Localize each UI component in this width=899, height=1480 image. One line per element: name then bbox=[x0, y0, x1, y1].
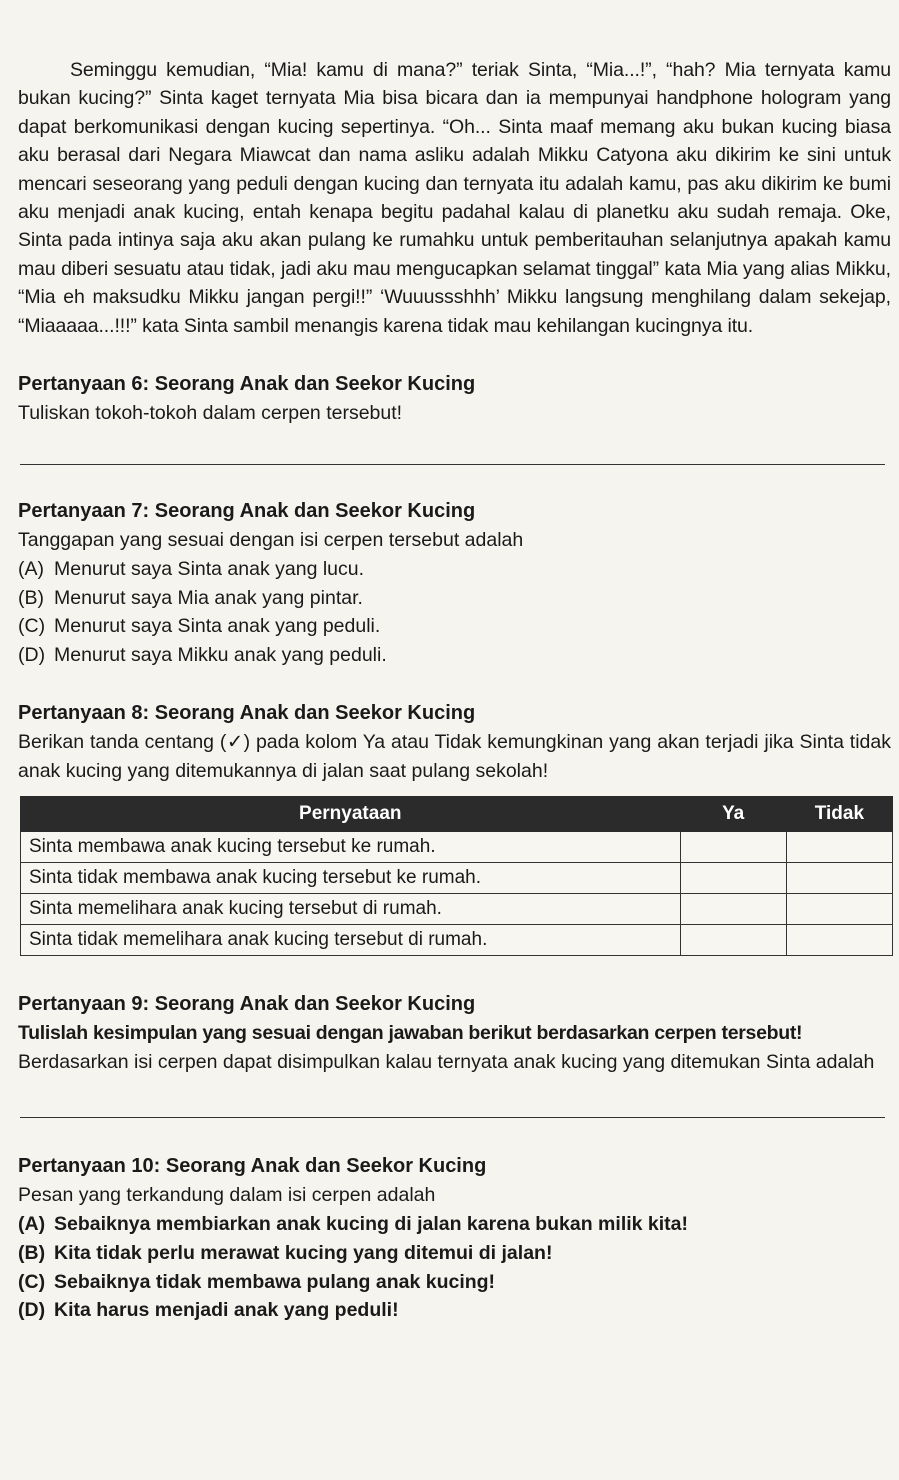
question-7-text: Tanggapan yang sesuai dengan isi cerpen tersebut adalah bbox=[18, 529, 524, 552]
question-9-instruction: Tulislah kesimpulan yang sesuai dengan jawaban berikut berdasarkan cerpen tersebut! bbox=[18, 1022, 803, 1045]
header-pernyataan: Pernyataan bbox=[21, 797, 681, 832]
option-c[interactable]: (C) Sebaiknya tidak membawa pulang anak kucing! bbox=[18, 1270, 496, 1293]
question-10-text: Pesan yang terkandung dalam isi cerpen adalah bbox=[18, 1184, 436, 1207]
header-ya: Ya bbox=[680, 797, 786, 832]
header-tidak: Tidak bbox=[786, 797, 892, 832]
option-d[interactable]: (D) Menurut saya Mikku anak yang peduli. bbox=[18, 643, 387, 666]
statement-cell: Sinta tidak memelihara anak kucing tersebut di rumah. bbox=[21, 925, 681, 956]
statement-cell: Sinta tidak membawa anak kucing tersebut ke rumah. bbox=[21, 863, 681, 894]
question-8 bbox=[18, 699, 891, 956]
tidak-checkbox-cell[interactable] bbox=[786, 832, 892, 863]
ya-checkbox-cell[interactable] bbox=[680, 832, 786, 863]
table-row bbox=[21, 894, 893, 925]
table-row bbox=[21, 925, 893, 956]
option-b[interactable]: (B) Menurut saya Mia anak yang pintar. bbox=[18, 586, 363, 609]
option-a[interactable]: (A) Sebaiknya membiarkan anak kucing di jalan karena bukan milik kita! bbox=[18, 1213, 689, 1236]
option-c[interactable]: (C) Menurut saya Sinta anak yang peduli. bbox=[18, 615, 381, 638]
question-9 bbox=[18, 990, 891, 1118]
question-6-title: Pertanyaan 6: Seorang Anak dan Seekor Kucing bbox=[18, 373, 476, 396]
question-7-options bbox=[18, 555, 891, 669]
question-6-answer-line[interactable] bbox=[20, 464, 885, 465]
tidak-checkbox-cell[interactable] bbox=[786, 863, 892, 894]
table-row bbox=[21, 832, 893, 863]
statement-cell: Sinta membawa anak kucing tersebut ke rumah. bbox=[21, 832, 681, 863]
question-10-title: Pertanyaan 10: Seorang Anak dan Seekor Kucing bbox=[18, 1155, 487, 1178]
question-7-title: Pertanyaan 7: Seorang Anak dan Seekor Kucing bbox=[18, 500, 476, 523]
question-6-text: Tuliskan tokoh-tokoh dalam cerpen tersebut! bbox=[18, 402, 403, 425]
ya-checkbox-cell[interactable] bbox=[680, 863, 786, 894]
question-9-text: Berdasarkan isi cerpen dapat disimpulkan kalau ternyata anak kucing yang ditemukan Sinta adalah bbox=[18, 1051, 875, 1074]
table-row bbox=[21, 863, 893, 894]
option-b[interactable]: (B) Kita tidak perlu merawat kucing yang ditemui di jalan! bbox=[18, 1242, 553, 1265]
question-8-title: Pertanyaan 8: Seorang Anak dan Seekor Kucing bbox=[18, 702, 476, 725]
question-9-title: Pertanyaan 9: Seorang Anak dan Seekor Kucing bbox=[18, 993, 476, 1016]
story-paragraph: Seminggu kemudian, “Mia! kamu di mana?” teriak Sinta, “Mia...!”, “hah? Mia ternyata kamu bukan kucing?” Sinta kaget ternyata Mia bisa bicara dan ia mempunyai handphone hologram yang dapat berkomunikasi dengan kucing sepertinya. “Oh... Sinta maaf memang aku bukan kucing biasa aku berasal dari Negara Miawcat dan nama asliku adalah Mikku Catyona aku dikirim ke sini untuk mencari seseorang yang peduli dengan kucing dan ternyata itu adalah kamu, pas aku dikirim ke bumi aku menjadi anak kucing, entah kenapa begitu padahal kalau di planetku aku sudah remaja. Oke, Sinta pada intinya saja aku akan pulang ke rumahku untuk pemberitauhan selanjutnya apakah kamu mau diberi sesuatu atau tidak, jadi aku mau mengucapkan selamat tinggal” kata Mia yang alias Mikku, “Mia eh maksudku Mikku jangan pergi!!” ‘Wuuussshhh’ Mikku langsung menghilang dalam sekejap, “Miaaaaa...!!!” kata Sinta sambil menangis karena tidak mau kehilangan kucingnya itu. bbox=[18, 59, 891, 337]
story-section bbox=[18, 56, 891, 340]
option-a[interactable]: (A) Menurut saya Sinta anak yang lucu. bbox=[18, 558, 365, 581]
statement-cell: Sinta memelihara anak kucing tersebut di rumah. bbox=[21, 894, 681, 925]
question-10 bbox=[18, 1152, 891, 1324]
tidak-checkbox-cell[interactable] bbox=[786, 894, 892, 925]
question-7 bbox=[18, 497, 891, 669]
question-8-text: Berikan tanda centang (✓) pada kolom Ya atau Tidak kemungkinan yang akan terjadi jika Sinta tidak anak kucing yang ditemukannya di jalan saat pulang sekolah! bbox=[18, 731, 891, 783]
ya-checkbox-cell[interactable] bbox=[680, 925, 786, 956]
tidak-checkbox-cell[interactable] bbox=[786, 925, 892, 956]
question-10-options bbox=[18, 1210, 891, 1324]
question-6 bbox=[18, 370, 891, 465]
ya-checkbox-cell[interactable] bbox=[680, 894, 786, 925]
statement-table bbox=[20, 796, 893, 956]
question-9-answer-line[interactable] bbox=[20, 1117, 885, 1118]
option-d[interactable]: (D) Kita harus menjadi anak yang peduli! bbox=[18, 1299, 399, 1322]
